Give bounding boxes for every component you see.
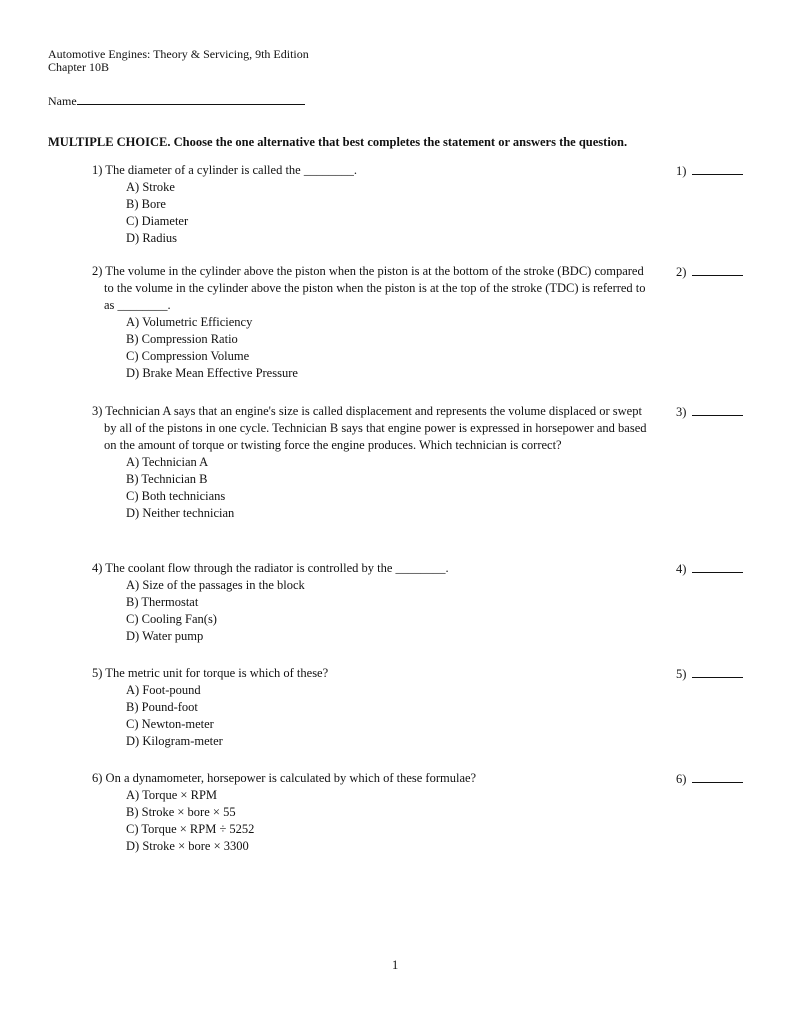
answer-option[interactable]: C) Both technicians <box>126 489 226 503</box>
answer-option[interactable]: C) Newton-meter <box>126 717 214 731</box>
question-6 <box>92 770 652 855</box>
answer-option[interactable]: A) Volumetric Efficiency <box>126 315 253 329</box>
question-3 <box>92 403 652 522</box>
answer-number: 5) <box>676 667 687 681</box>
answer-option[interactable]: A) Size of the passages in the block <box>126 578 305 592</box>
name-field[interactable] <box>48 93 305 108</box>
answer-slot[interactable] <box>676 560 743 578</box>
answer-option[interactable]: A) Technician A <box>126 455 209 469</box>
answer-blank[interactable] <box>692 403 743 416</box>
answer-option[interactable]: C) Diameter <box>126 214 189 228</box>
book-title: Automotive Engines: Theory & Servicing, 9th Edition <box>48 47 309 61</box>
answer-option[interactable]: B) Pound-foot <box>126 700 198 714</box>
answer-number: 1) <box>676 164 687 178</box>
answer-option[interactable]: D) Brake Mean Effective Pressure <box>126 366 298 380</box>
answer-option[interactable]: D) Radius <box>126 231 178 245</box>
answer-option[interactable]: B) Thermostat <box>126 595 199 609</box>
answer-number: 6) <box>676 772 687 786</box>
answer-option[interactable]: B) Technician B <box>126 472 208 486</box>
answer-option[interactable]: B) Stroke × bore × 55 <box>126 805 236 819</box>
answer-number: 2) <box>676 265 687 279</box>
name-label: Name <box>48 94 77 108</box>
page-number: 1 <box>392 958 399 972</box>
question-4 <box>92 560 652 645</box>
answer-blank[interactable] <box>692 263 743 276</box>
answer-option[interactable]: D) Kilogram-meter <box>126 734 223 748</box>
question-text: 6) On a dynamometer, horsepower is calculated by which of these formulae? <box>92 771 477 785</box>
question-text: 3) Technician A says that an engine's size is called displacement and represents the volume displaced or swept by all of the pistons in one cycle. Technician B says that engine power is expressed in horsepower and based on the amount of torque or twisting force the engine produces. Which technician is correct? <box>92 404 647 452</box>
question-text: 2) The volume in the cylinder above the piston when the piston is at the bottom of the stroke (BDC) compared to the volume in the cylinder above the piston when the piston is at the top of the stroke (TDC) is referred to as ________. <box>92 264 646 312</box>
answer-blank[interactable] <box>692 770 743 783</box>
chapter-label: Chapter 10B <box>48 60 109 74</box>
answer-option[interactable]: A) Stroke <box>126 180 175 194</box>
answer-blank[interactable] <box>692 665 743 678</box>
answer-option[interactable]: C) Torque × RPM ÷ 5252 <box>126 822 255 836</box>
question-1 <box>92 162 652 247</box>
question-text: 4) The coolant flow through the radiator is controlled by the ________. <box>92 561 449 575</box>
answer-option[interactable]: B) Bore <box>126 197 166 211</box>
answer-option[interactable]: D) Stroke × bore × 3300 <box>126 839 249 853</box>
question-text: 1) The diameter of a cylinder is called the ________. <box>92 163 357 177</box>
answer-option[interactable]: C) Cooling Fan(s) <box>126 612 217 626</box>
answer-option[interactable]: A) Foot-pound <box>126 683 201 697</box>
answer-number: 4) <box>676 562 687 576</box>
answer-slot[interactable] <box>676 665 743 683</box>
answer-option[interactable]: D) Neither technician <box>126 506 235 520</box>
answer-option[interactable]: B) Compression Ratio <box>126 332 238 346</box>
answer-slot[interactable] <box>676 770 743 788</box>
answer-slot[interactable] <box>676 162 743 180</box>
question-text: 5) The metric unit for torque is which of these? <box>92 666 329 680</box>
answer-blank[interactable] <box>692 560 743 573</box>
answer-option[interactable]: A) Torque × RPM <box>126 788 218 802</box>
answer-blank[interactable] <box>692 162 743 175</box>
answer-number: 3) <box>676 405 687 419</box>
answer-option[interactable]: C) Compression Volume <box>126 349 250 363</box>
question-5 <box>92 665 652 750</box>
answer-slot[interactable] <box>676 263 743 281</box>
name-blank[interactable] <box>77 93 305 105</box>
question-2 <box>92 263 652 382</box>
instructions: MULTIPLE CHOICE. Choose the one alternative that best completes the statement or answers the question. <box>48 135 628 149</box>
answer-slot[interactable] <box>676 403 743 421</box>
answer-option[interactable]: D) Water pump <box>126 629 204 643</box>
